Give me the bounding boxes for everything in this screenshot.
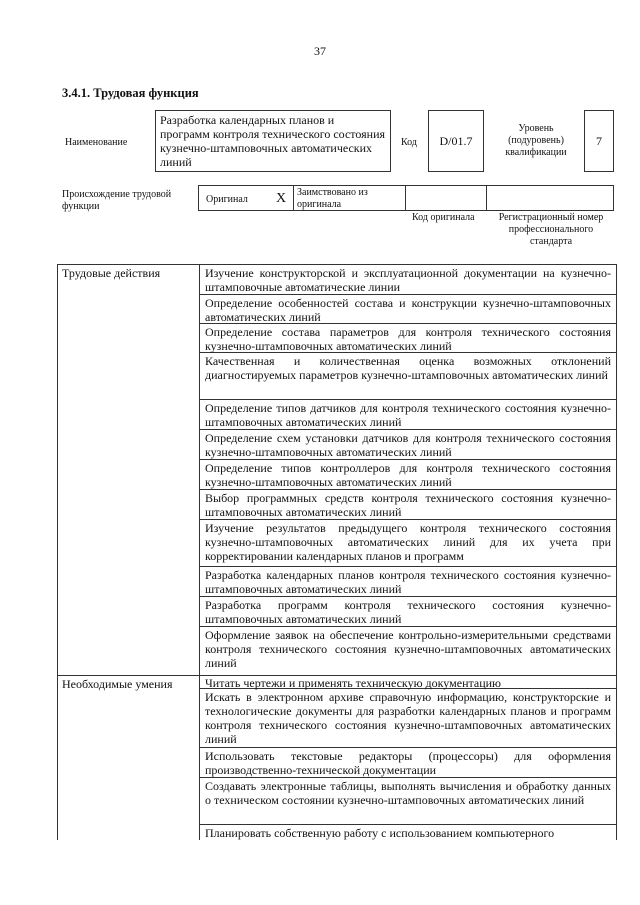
name-label: Наименование [65, 137, 128, 148]
labor-action-item: Определение особенностей состава и конструкции кузнечно-штамповочных автоматических линий [205, 296, 611, 324]
row-divider [199, 294, 617, 295]
labor-actions-label: Трудовые действия [62, 266, 161, 280]
row-divider [199, 429, 617, 430]
origin-divider [293, 185, 294, 211]
skill-item: Использовать текстовые редакторы (процессоры) для оформления производственно-технической документации [205, 749, 611, 777]
origin-table [198, 185, 614, 211]
skill-item: Планировать собственную работу с использованием компьютерного [205, 826, 555, 840]
row-divider [199, 824, 617, 825]
labor-action-item: Выбор программных средств контроля технического состояния кузнечно-штамповочных автоматических линий [205, 491, 611, 519]
section-title: 3.4.1. Трудовая функция [62, 86, 199, 100]
skill-item: Создавать электронные таблицы, выполнять вычисления и обработку данных о техническом состоянии кузнечно-штамповочных автоматических линий [205, 779, 611, 807]
labor-action-item: Разработка календарных планов контроля технического состояния кузнечно-штамповочных автоматических линий [205, 568, 611, 596]
labor-action-item: Изучение результатов предыдущего контроля технического состояния кузнечно-штамповочных автоматических линий для их учета при корректировании календарных планов и программ [205, 521, 611, 563]
origin-divider [486, 185, 487, 211]
row-divider [199, 399, 617, 400]
row-divider [199, 596, 617, 597]
labor-action-item: Разработка программ контроля технического состояния кузнечно-штамповочных автоматических линий [205, 598, 611, 626]
labor-action-item: Оформление заявок на обеспечение контрольно-измерительными средствами контроля технического состояния кузнечно-штамповочных автоматических линий [205, 628, 611, 670]
original-mark: X [276, 191, 287, 206]
labor-action-item: Определение схем установки датчиков для контроля технического состояния кузнечно-штамповочных автоматических линий [205, 431, 611, 459]
column-divider [199, 264, 200, 840]
row-divider [199, 747, 617, 748]
qualification-level-label: Уровень (подуровень) квалификации [505, 123, 567, 158]
labor-action-item: Изучение конструкторской и эксплуатационной документации на кузнечно-штамповочные автоматические линии [205, 266, 611, 294]
labor-action-item: Определение состава параметров для контроля технического состояния кузнечно-штамповочных автоматических линий [205, 325, 611, 353]
borrowed-label: Заимствовано из оригинала [297, 187, 368, 210]
code-label: Код [401, 137, 417, 148]
original-label: Оригинал [206, 194, 248, 205]
code-original-label: Код оригинала [412, 212, 475, 223]
reg-number-label: Регистрационный номер профессионального стандарта [498, 212, 604, 247]
code-value-box: D/01.7 [428, 110, 484, 172]
skill-item: Читать чертежи и применять техническую документацию [205, 676, 502, 690]
labor-action-item: Определение типов датчиков для контроля технического состояния кузнечно-штамповочных автоматических линий [205, 401, 611, 429]
row-divider [199, 459, 617, 460]
function-name-box: Разработка календарных планов и программ контроля технического состояния кузнечно-штамповочных автоматических линий [155, 110, 391, 172]
labor-action-item: Качественная и количественная оценка возможных отклонений диагностируемых параметров кузнечно-штамповочных автоматических линий [205, 354, 611, 382]
page-number: 37 [314, 44, 326, 58]
qualification-level-box: 7 [584, 110, 614, 172]
row-divider [199, 519, 617, 520]
origin-label: Происхождение трудовой функции [62, 189, 172, 212]
row-divider [199, 777, 617, 778]
skill-item: Искать в электронном архиве справочную информацию, конструкторские и технологические документы для разработки календарных планов и программ контроля технического состояния кузнечно-штамповочных автоматических линий [205, 690, 611, 746]
row-divider [199, 489, 617, 490]
labor-action-item: Определение типов контроллеров для контроля технического состояния кузнечно-штамповочных автоматических линий [205, 461, 611, 489]
origin-divider [405, 185, 406, 211]
skills-label: Необходимые умения [62, 677, 173, 691]
row-divider [199, 626, 617, 627]
row-divider [199, 566, 617, 567]
